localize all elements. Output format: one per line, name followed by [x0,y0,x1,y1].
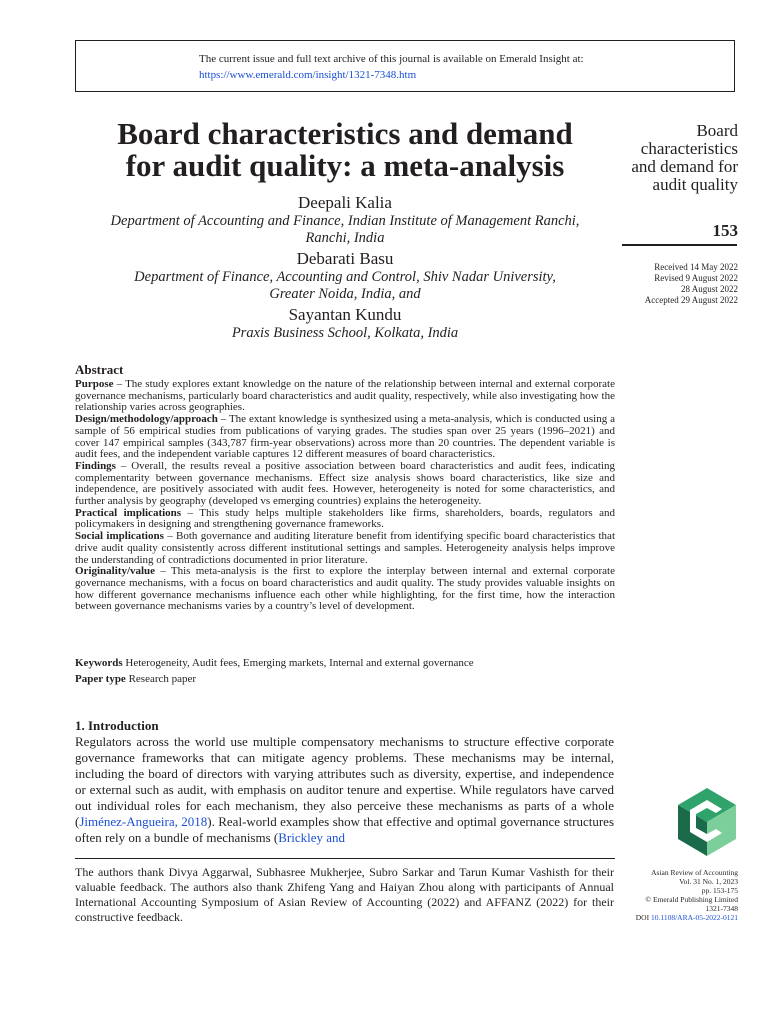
section-text: – Both governance and auditing literature benefit from identifying specific board characteristics that drive audit quality consistently across different institutional settings and samples. Heterogeneity analysis helps improve the understanding of contradictions documented in prior literature. [75,530,615,566]
paper-type-label: Paper type [75,673,126,685]
footnote-divider [75,858,615,859]
abstract-purpose [75,379,615,414]
affiliation-line: Department of Finance, Accounting and Control, Shiv Nadar University, [134,269,556,285]
author-name: Debarati Basu [296,249,394,268]
author-name: Deepali Kalia [298,193,392,212]
author-affiliation [75,213,615,247]
accepted-date: Accepted 29 August 2022 [644,295,738,305]
section-text: – This study helps multiple stakeholders like firms, shareholders, boards, regulators and policymakers in designing and strengthening governance frameworks. [75,506,615,531]
title-line-2: for audit quality: a meta-analysis [125,148,565,183]
section-label: Findings [75,459,116,472]
citation-link[interactable]: Jiménez-Angueira, 2018 [79,814,208,829]
section-label: Practical implications [75,506,182,519]
running-title-line: audit quality [652,175,738,194]
abstract-practical [75,508,615,531]
running-title-line: and demand for [631,157,738,176]
keywords-list: Heterogeneity, Audit fees, Emerging markets, Internal and external governance [122,657,474,669]
title-line-1: Board characteristics and demand [117,116,573,151]
paper-type-value: Research paper [125,673,197,685]
introduction-heading: 1. Introduction [75,718,159,733]
running-title-line: characteristics [640,139,738,158]
page-number: 153 [712,221,738,240]
section-label: Design/methodology/approach [75,413,218,426]
doi-link[interactable]: 10.1108/ARA-05-2022-0121 [650,913,738,922]
citation-link[interactable]: Brickley and [278,830,346,845]
section-label: Originality/value [75,565,156,578]
abstract-findings [75,461,615,508]
section-text: – The extant knowledge is synthesized using a meta-analysis, which is conducted using a sample of 56 empirical studies from publications of varying grades. The studies span over 25 years (1996–2021) and cover 147 empirical samples (343,787 firm-year observations) across more than 20 countries. The dependent variable is audit fees, and the independent variable captures 12 different measures of board characteristics. [75,413,615,461]
section-text: – The study explores extant knowledge on the nature of the relationship between internal and external corporate governance mechanisms, particularly board characteristics and audit quality, respectively, while also investigating how the relationship varies across geographies. [75,378,615,414]
paper-type [75,673,196,685]
section-text: – This meta-analysis is the first to explore the interplay between internal and external corporate governance mechanisms, with a focus on board characteristics and audit quality. The study provides valuable insights on how different governance mechanisms influence each other while highlighting, for the first time, how the interaction between governance mechanisms varies by a country’s level of development. [75,565,615,613]
received-date: Received 14 May 2022 [654,262,738,272]
abstract-heading: Abstract [75,362,124,377]
section-label: Social implications [75,530,164,543]
abstract-social [75,531,615,566]
intro-text: Regulators across the world use multiple compensatory mechanisms to structure effective corporate governance frameworks that can mitigate agency problems. These mechanisms may be internal, including the board of directors with varying attributes such as diversity, expertise, and independence or external such as audit, with emphasis on auditor tenure and expertise. While regulators have carved out individual roles for each mechanism, they also perceive these mechanisms as parts of a whole ( [75,734,614,829]
journal-volume: Vol. 31 No. 1, 2023 [679,877,738,886]
banner-text: The current issue and full text archive of this journal is available on Emerald Insight at: [199,53,584,65]
side-divider [622,244,737,246]
journal-info [636,868,738,922]
journal-name: Asian Review of Accounting [651,868,738,877]
keywords [75,657,474,669]
running-title-line: Board [696,121,738,140]
journal-publisher: © Emerald Publishing Limited [645,895,738,904]
journal-url-link[interactable]: https://www.emerald.com/insight/1321-7348.htm [199,69,417,81]
abstract-body [75,379,615,613]
abstract-originality [75,566,615,613]
section-label: Purpose [75,378,114,390]
journal-doi [636,913,738,922]
affiliation-line: Department of Accounting and Finance, Indian Institute of Management Ranchi, [110,213,580,229]
introduction-body [75,734,614,846]
section-text: – Overall, the results reveal a positive association between board characteristics and audit fees, indicating complementarity between governance mechanisms. Effect size analysis shows board characteristics, like size and independence, are positively associated with audit fees. However, heterogeneity is noted for some characteristics, and further analysis by geography (developed vs emerging countries) explains the heterogeneity. [75,459,615,508]
journal-pages: pp. 153-175 [701,886,738,895]
affiliation-line: Praxis Business School, Kolkata, India [231,325,459,341]
running-title [608,122,738,194]
affiliation-line: Ranchi, India [305,230,385,246]
keywords-label: Keywords [75,657,123,669]
author-affiliation [75,269,615,303]
author-name: Sayantan Kundu [288,305,402,324]
journal-issn: 1321-7348 [705,904,738,913]
revised-date-2: 28 August 2022 [680,284,738,294]
doi-label: DOI [635,913,650,922]
author-affiliation [75,325,615,342]
revised-date: Revised 9 August 2022 [654,273,738,283]
journal-archive-banner [75,40,735,92]
crossmark-logo[interactable] [676,786,738,858]
acknowledgement-footnote: The authors thank Divya Aggarwal, Subhasree Mukherjee, Subro Sarkar and Tarun Kumar Vashisth for their valuable feedback. The authors also thank Zhifeng Yang and Haiyan Zhou along with participants of Annual International Accounting Symposium of Asian Review of Accounting (2022) and AFFANZ (2022) for their constructive feedback. [75,865,614,924]
article-title [75,118,615,182]
intro-text: ). Real-world examples show that effective and optimal governance structures often rely on a bundle of mechanisms ( [75,814,614,845]
abstract-design [75,414,615,461]
affiliation-line: Greater Noida, India, and [269,286,421,302]
article-dates [645,262,738,306]
